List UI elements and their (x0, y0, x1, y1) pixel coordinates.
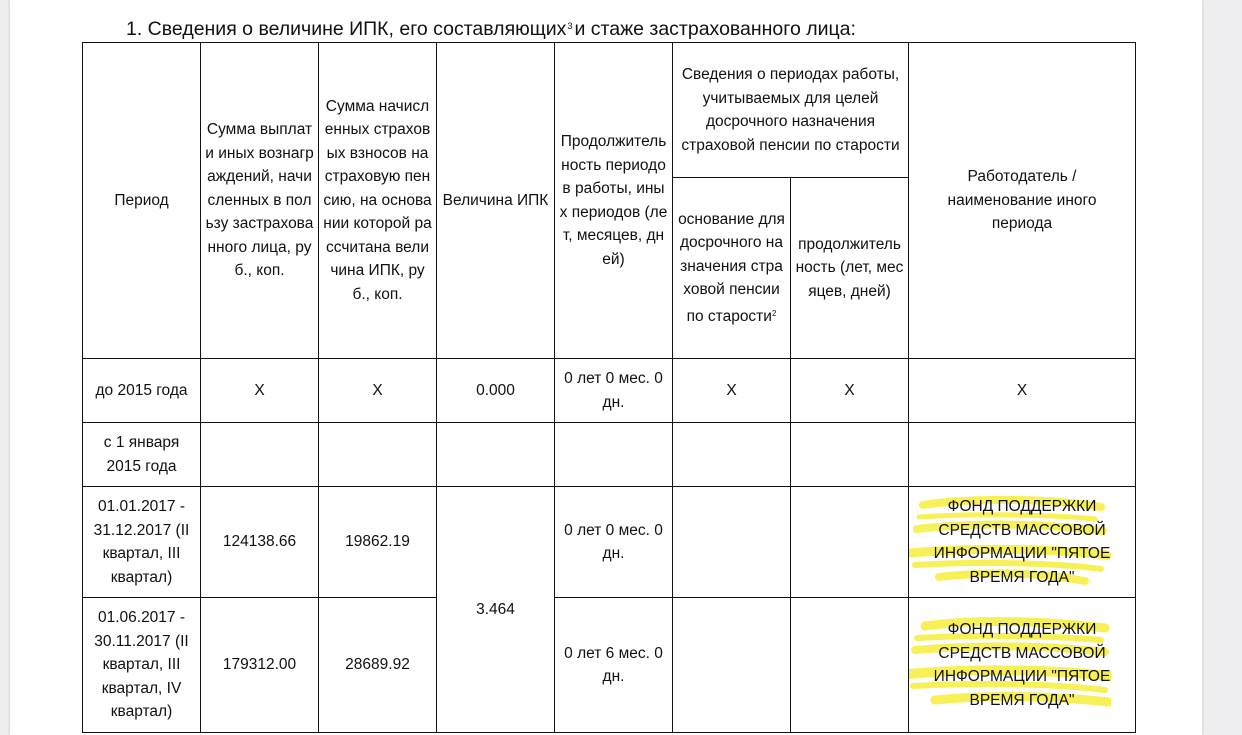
cell-sum-contributions: X (319, 359, 437, 423)
cell-duration (555, 423, 673, 487)
heading-text: 1. Сведения о величине ИПК, его составляющих (126, 18, 567, 40)
cell-ipk: 3.464 (437, 487, 555, 733)
cell-period: 01.01.2017 - 31.12.2017 (II квартал, III квартал) (83, 487, 201, 598)
cell-sum-payments: 179312.00 (201, 598, 319, 733)
cell-early-basis (673, 598, 791, 733)
cell-employer (909, 598, 1136, 733)
cell-early-duration (791, 487, 909, 598)
cell-period: до 2015 года (83, 359, 201, 423)
cell-employer (909, 487, 1136, 598)
cell-duration: 0 лет 6 мес. 0 дн. (555, 598, 673, 733)
cell-sum-payments (201, 423, 319, 487)
employer-name: ФОНД ПОДДЕРЖКИ СРЕДСТВ МАССОВОЙ ИНФОРМАЦИИ "ПЯТОЕ ВРЕМЯ ГОДА" (933, 498, 1111, 586)
cell-sum-contributions: 28689.92 (319, 598, 437, 733)
cell-duration: 0 лет 0 мес. 0 дн. (555, 359, 673, 423)
cell-early-basis (673, 487, 791, 598)
cell-period: 01.06.2017 - 30.11.2017 (II квартал, III квартал, IV квартал) (83, 598, 201, 733)
highlighted-employer (913, 618, 1131, 712)
early-basis-label: основание для досрочного назначения страховой пенсии по старости (678, 210, 785, 325)
cell-early-basis (673, 423, 791, 487)
cell-period: с 1 января 2015 года (83, 423, 201, 487)
table-row (83, 359, 1136, 423)
cell-sum-contributions: 19862.19 (319, 487, 437, 598)
header-row (83, 43, 1136, 178)
document-page (10, 0, 1202, 735)
header-period: Период (83, 43, 201, 359)
early-basis-footnote-mark: 2 (771, 308, 777, 318)
heading-text-end: и стаже застрахованного лица: (574, 18, 856, 40)
table-row (83, 598, 1136, 733)
table-row (83, 487, 1136, 598)
header-early-basis (673, 178, 791, 359)
cell-sum-payments: X (201, 359, 319, 423)
cell-sum-payments: 124138.66 (201, 487, 319, 598)
header-early-group: Сведения о периодах работы, учитываемых для целей досрочного назначения страховой пенсии по старости (673, 43, 909, 178)
cell-sum-contributions (319, 423, 437, 487)
heading-footnote-mark: 3 (567, 21, 573, 31)
cell-ipk (437, 423, 555, 487)
cell-early-basis: X (673, 359, 791, 423)
cell-employer (909, 423, 1136, 487)
cell-ipk: 0.000 (437, 359, 555, 423)
cell-employer: X (909, 359, 1136, 423)
cell-duration: 0 лет 0 мес. 0 дн. (555, 487, 673, 598)
cell-early-duration (791, 598, 909, 733)
header-ipk: Величина ИПК (437, 43, 555, 359)
table-row (83, 423, 1136, 487)
header-early-duration: продолжительность (лет, месяцев, дней) (791, 178, 909, 359)
header-duration: Продолжительность периодов работы, иных периодов (лет, месяцев, дней) (555, 43, 673, 359)
cell-early-duration: X (791, 359, 909, 423)
section-heading (126, 13, 856, 42)
cell-early-duration (791, 423, 909, 487)
header-sum-contributions: Сумма начисленных страховых взносов на страховую пенсию, на основании которой рассчитана величина ИПК, руб., коп. (319, 43, 437, 359)
highlighted-employer (913, 495, 1131, 589)
employer-name: ФОНД ПОДДЕРЖКИ СРЕДСТВ МАССОВОЙ ИНФОРМАЦИИ "ПЯТОЕ ВРЕМЯ ГОДА" (933, 621, 1111, 709)
header-employer: Работодатель / наименование иного периода (909, 43, 1136, 359)
ipk-table (82, 42, 1136, 733)
header-sum-payments: Сумма выплат и иных вознаграждений, начисленных в пользу застрахованного лица, руб., коп. (201, 43, 319, 359)
